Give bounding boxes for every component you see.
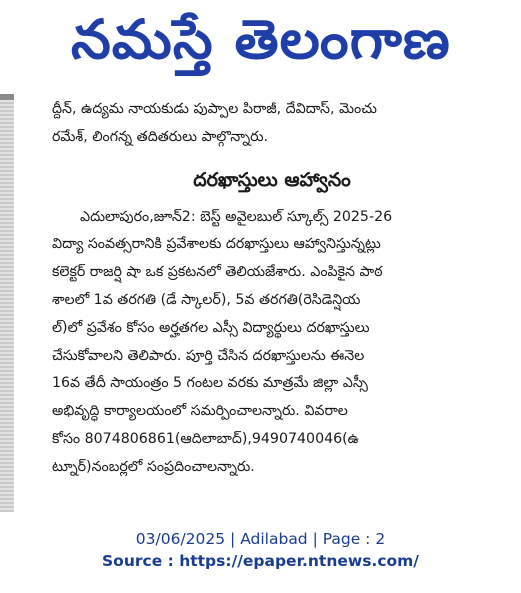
article-line: చేసుకోవాలని తెలిపారు. పూర్తి చేసిన దరఖాస్తులను ఈనెల: [52, 347, 365, 364]
article-line: 16వ తేదీ సాయంత్రం 5 గంటల వరకు మాత్రమే జిల్లా ఎస్సీ: [52, 375, 368, 392]
article-line: కలెక్టర్ రాజర్షి షా ఒక ప్రకటనలో తెలియజేశారు. ఎంపికైన పాఠ: [52, 264, 383, 281]
article-line: విద్యా సంవత్సరానికి ప్రవేశాలకు దరఖాస్తులు ఆహ్వానిస్తున్నట్లు: [52, 236, 381, 253]
masthead-title: నమస్తే తెలంగాణ: [70, 8, 451, 71]
article-line: శాలలో 1వ తరగతి (డే స్కాలర్), 5వ తరగతి(రెసిడెన్షియ: [52, 291, 361, 308]
footer-date-edition: 03/06/2025 | Adilabad | Page : 2: [135, 530, 386, 548]
article-line: అభివృద్ధి కార్యాలయంలో సమర్పించాలన్నారు. వివరాల: [52, 403, 348, 420]
prev-article-line: ద్దీన్, ఉద్యమ నాయకుడు పుప్పాల పిరాజీ, దేవిదాస్, మెంచు: [52, 101, 377, 117]
adjacent-column-strip: [0, 100, 14, 512]
prev-article-line: రమేశ్, లింగన్న తదితరులు పాల్గొన్నారు.: [52, 128, 269, 145]
article-line: ల్)లో ప్రవేశం కోసం అర్హతగల ఎస్సీ విద్యార్థులు దరఖాస్తులు: [52, 319, 370, 336]
clipping-footer: [0, 528, 521, 572]
article-headline: దరఖాస్తులు ఆహ్వానం: [193, 168, 351, 191]
footer-source: Source : https://epaper.ntnews.com/: [102, 552, 419, 570]
article-line: కోసం 8074806861(ఆదిలాబాద్),9490740046(ఉ: [52, 430, 360, 447]
newspaper-masthead: [0, 0, 521, 90]
article-clipping: [52, 96, 492, 512]
article-line: ఎదులాపురం,జూన్2: బెస్ట్ అవైలబుల్ స్కూల్స్ 2025-26: [80, 208, 393, 225]
article-line: ట్నూర్)నంబర్లలో సంప్రదించాలన్నారు.: [52, 458, 255, 475]
